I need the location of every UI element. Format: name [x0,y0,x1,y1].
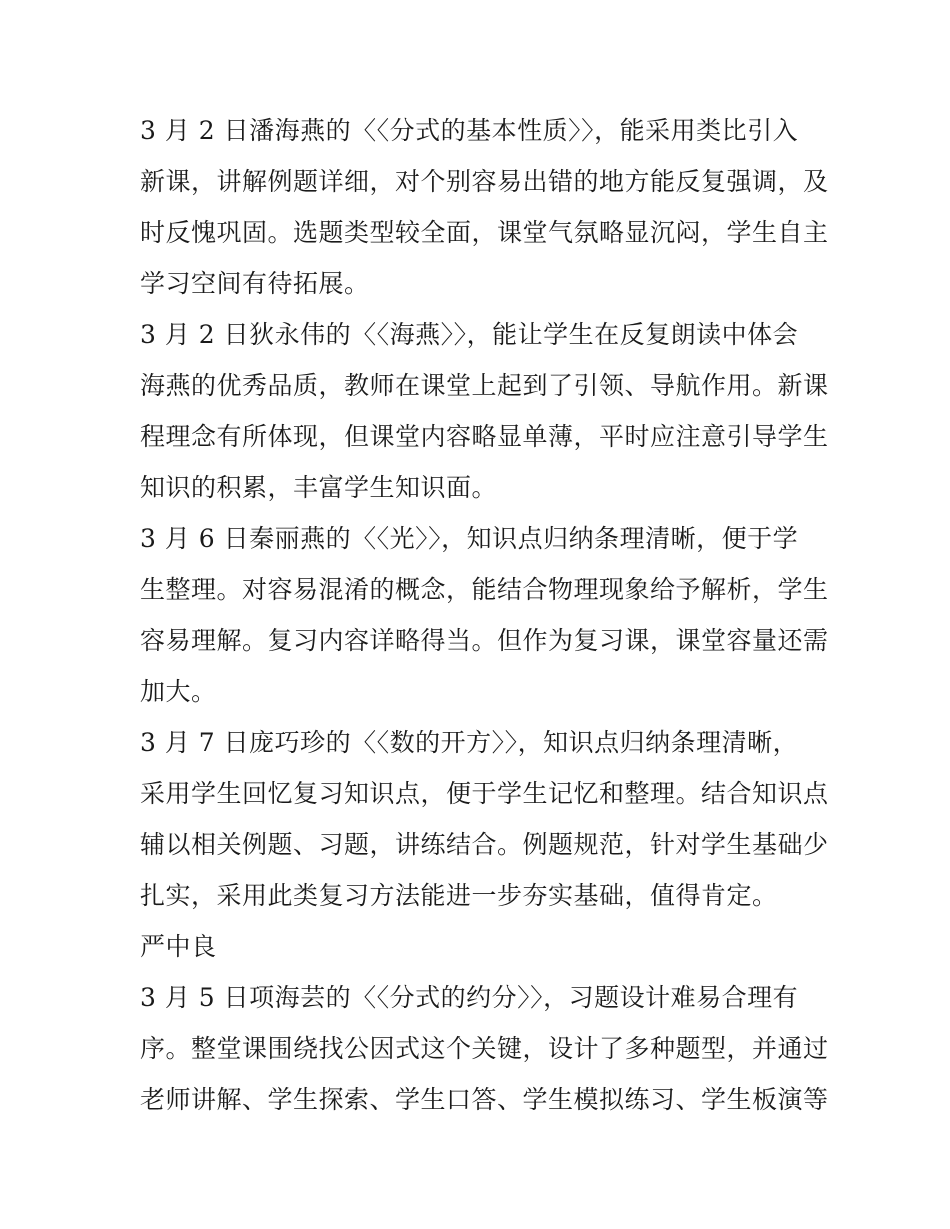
text-line: 生整理。对容易混淆的概念，能结合物理现象给予解析，学生 [140,575,829,604]
text-line: 序。整堂课围绕找公因式这个关键，设计了多种题型，并通过 [140,1034,829,1063]
text-line: 采用学生回忆复习知识点，便于学生记忆和整理。结合知识点 [140,779,829,808]
text-line: 老师讲解、学生探索、学生口答、学生模拟练习、学生板演等 [140,1085,829,1114]
text-line: 程理念有所体现，但课堂内容略显单薄，平时应注意引导学生 [140,422,829,451]
text-line: 海燕的优秀品质，教师在课堂上起到了引领、导航作用。新课 [140,371,829,400]
text-line: 扎实，采用此类复习方法能进一步夯实基础，值得肯定。 [140,881,778,910]
document-page [140,105,830,1125]
text-line: 加大。 [140,677,217,706]
text-line: 3 月 2 日狄永伟的〈〈海燕〉〉，能让学生在反复朗读中体会 [140,320,799,349]
author-name: 严中良 [140,932,217,961]
text-line: 知识的积累，丰富学生知识面。 [140,473,498,502]
text-line: 3 月 2 日潘海燕的〈〈分式的基本性质〉〉，能采用类比引入 [140,116,799,145]
text-line: 时反愧巩固。选题类型较全面，课堂气氛略显沉闷，学生自主 [140,218,829,247]
text-line: 3 月 6 日秦丽燕的〈〈光〉〉，知识点归纳条理清晰，便于学 [140,524,799,553]
text-line: 3 月 7 日庞巧珍的〈〈数的开方〉〉，知识点归纳条理清晰， [140,728,799,757]
text-line: 3 月 5 日项海芸的〈〈分式的约分〉〉，习题设计难易合理有 [140,983,799,1012]
text-line: 容易理解。复习内容详略得当。但作为复习课，课堂容量还需 [140,626,829,655]
text-line: 学习空间有待拓展。 [140,269,370,298]
text-line: 新课，讲解例题详细，对个别容易出错的地方能反复强调，及 [140,167,829,196]
text-line: 辅以相关例题、习题，讲练结合。例题规范，针对学生基础少 [140,830,829,859]
